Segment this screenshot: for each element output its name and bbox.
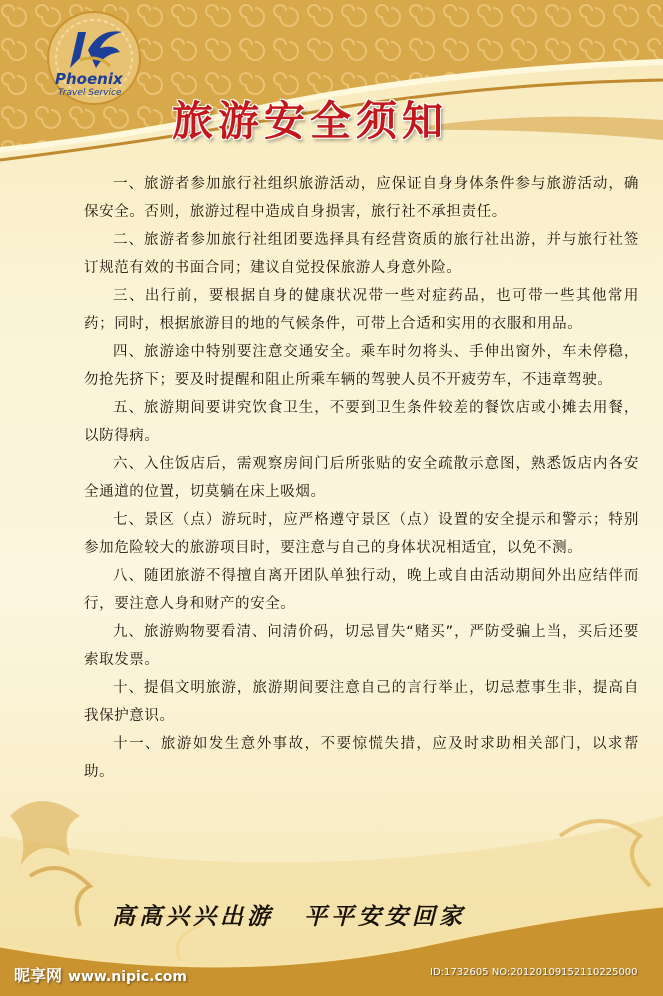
notice-item: 十、提倡文明旅游，旅游期间要注意自己的言行举止，切忌惹事生非，提高自我保护意识。 bbox=[84, 680, 639, 724]
notice-item: 一、旅游者参加旅行社组织旅游活动，应保证自身身体条件参与旅游活动，确保安全。否则，旅游过程中造成自身损害，旅行社不承担责任。 bbox=[84, 176, 639, 220]
watermark-site-url: www.nipic.com bbox=[68, 969, 187, 985]
notice-item: 二、旅游者参加旅行社组团要选择具有经营资质的旅行社出游，并与旅行社签订规范有效的书面合同；建议自觉投保旅游人身意外险。 bbox=[84, 232, 639, 276]
slogan bbox=[112, 898, 572, 931]
page-title: 旅游安全须知 bbox=[172, 97, 448, 145]
slogan-left: 高高兴兴出游 bbox=[112, 903, 274, 930]
safety-notice-list bbox=[84, 170, 639, 786]
slogan-right: 平平安安回家 bbox=[304, 903, 466, 930]
notice-item: 九、旅游购物要看清、问清价码，切忌冒失“赌买”，严防受骗上当，买后还要索取发票。 bbox=[84, 624, 639, 668]
notice-item: 三、出行前，要根据自身的健康状况带一些对症药品，也可带一些其他常用药；同时，根据旅游目的地的气候条件，可带上合适和实用的衣服和用品。 bbox=[84, 288, 639, 332]
notice-item: 六、入住饭店后，需观察房间门后所张贴的安全疏散示意图，熟悉饭店内各安全通道的位置，切莫躺在床上吸烟。 bbox=[84, 456, 639, 500]
brand-name: Phoenix bbox=[55, 70, 123, 88]
notice-item: 四、旅游途中特别要注意交通安全。乘车时勿将头、手伸出窗外，车未停稳，勿抢先挤下；要及时提醒和阻止所乘车辆的驾驶人员不开疲劳车，不违章驾驶。 bbox=[84, 344, 639, 388]
watermark-site bbox=[14, 963, 187, 986]
notice-item: 十一、旅游如发生意外事故，不要惊慌失措，应及时求助相关部门，以求帮助。 bbox=[84, 736, 639, 780]
watermark-id: ID:1732605 NO:20120109152110225000 bbox=[430, 967, 638, 978]
notice-item: 七、景区（点）游玩时，应严格遵守景区（点）设置的安全提示和警示；特别参加危险较大的旅游项目时，要注意与自己的身体状况相适宜，以免不测。 bbox=[84, 512, 639, 556]
watermark-site-name: 昵享网 bbox=[14, 966, 63, 985]
brand-tagline: Travel Service bbox=[58, 88, 122, 98]
notice-item: 五、旅游期间要讲究饮食卫生，不要到卫生条件较差的餐饮店或小摊去用餐，以防得病。 bbox=[84, 400, 639, 444]
notice-item: 八、随团旅游不得擅自离开团队单独行动，晚上或自由活动期间外出应结伴而行，要注意人身和财产的安全。 bbox=[84, 568, 639, 612]
